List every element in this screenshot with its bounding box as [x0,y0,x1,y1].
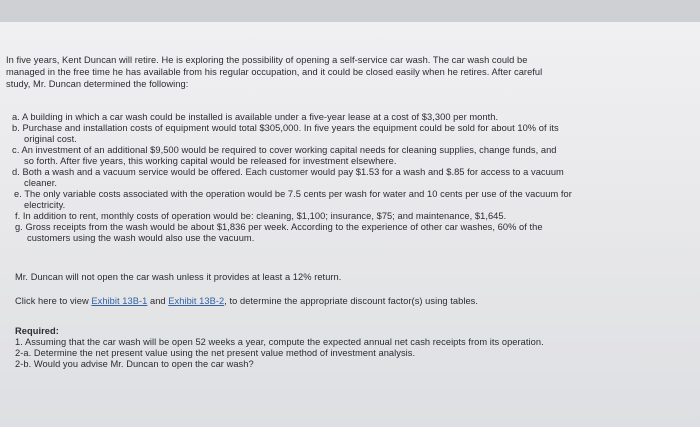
item-d-cont: cleaner. [24,178,57,188]
intro-line: study, Mr. Duncan determined the following: [6,79,189,89]
required-2a: 2-a. Determine the net present value using the net present value method of investment analysis. [15,348,416,358]
item-b-cont: original cost. [24,134,77,144]
item-e: e. The only variable costs associated with the operation would be 7.5 cents per wash for water and 10 cents per use of the vacuum for [14,189,572,199]
item-f: f. In addition to rent, monthly costs of operation would be: cleaning, $1,100; insurance, $75; and maintenance, $1,645. [15,211,507,221]
item-e-cont: electricity. [24,200,66,210]
click-mid: and [147,296,169,306]
exhibit-13b-2-link[interactable]: Exhibit 13B-2 [168,296,225,306]
required-1: 1. Assuming that the car wash will be open 52 weeks a year, compute the expected annual net cash receipts from its operation. [15,337,544,347]
item-c-cont: so forth. After five years, this working capital would be released for investment elsewhere. [24,156,397,166]
click-post: , to determine the appropriate discount factor(s) using tables. [224,296,479,306]
item-g-cont: customers using the wash would also use the vacuum. [27,233,255,243]
required-2b: 2-b. Would you advise Mr. Duncan to open the car wash? [15,359,254,369]
exhibit-13b-1-link[interactable]: Exhibit 13B-1 [91,296,148,306]
return-note: Mr. Duncan will not open the car wash unless it provides at least a 12% return. [15,272,342,282]
required-heading: Required: [15,326,59,336]
click-pre: Click here to view [15,296,92,306]
intro-line: managed in the free time he has available from his regular occupation, and it could be closed easily when he retires. After careful [6,67,543,77]
item-b: b. Purchase and installation costs of equipment would total $305,000. In five years the equipment could be sold for about 10% of its [12,123,559,133]
click-instructions [15,296,478,307]
item-c: c. An investment of an additional $9,500 would be required to cover working capital needs for cleaning supplies, change funds, and [12,145,557,155]
intro-line: In five years, Kent Duncan will retire. He is exploring the possibility of opening a self-service car wash. The car wash could be [6,55,528,65]
item-a: a. A building in which a car wash could be installed is available under a five-year lease at a cost of $3,300 per month. [12,112,499,122]
item-d: d. Both a wash and a vacuum service would be offered. Each customer would pay $1.53 for a wash and $.85 for access to a vacuum [12,167,564,177]
item-g: g. Gross receipts from the wash would be about $1,836 per week. According to the experience of other car washes, 60% of the [15,222,543,232]
